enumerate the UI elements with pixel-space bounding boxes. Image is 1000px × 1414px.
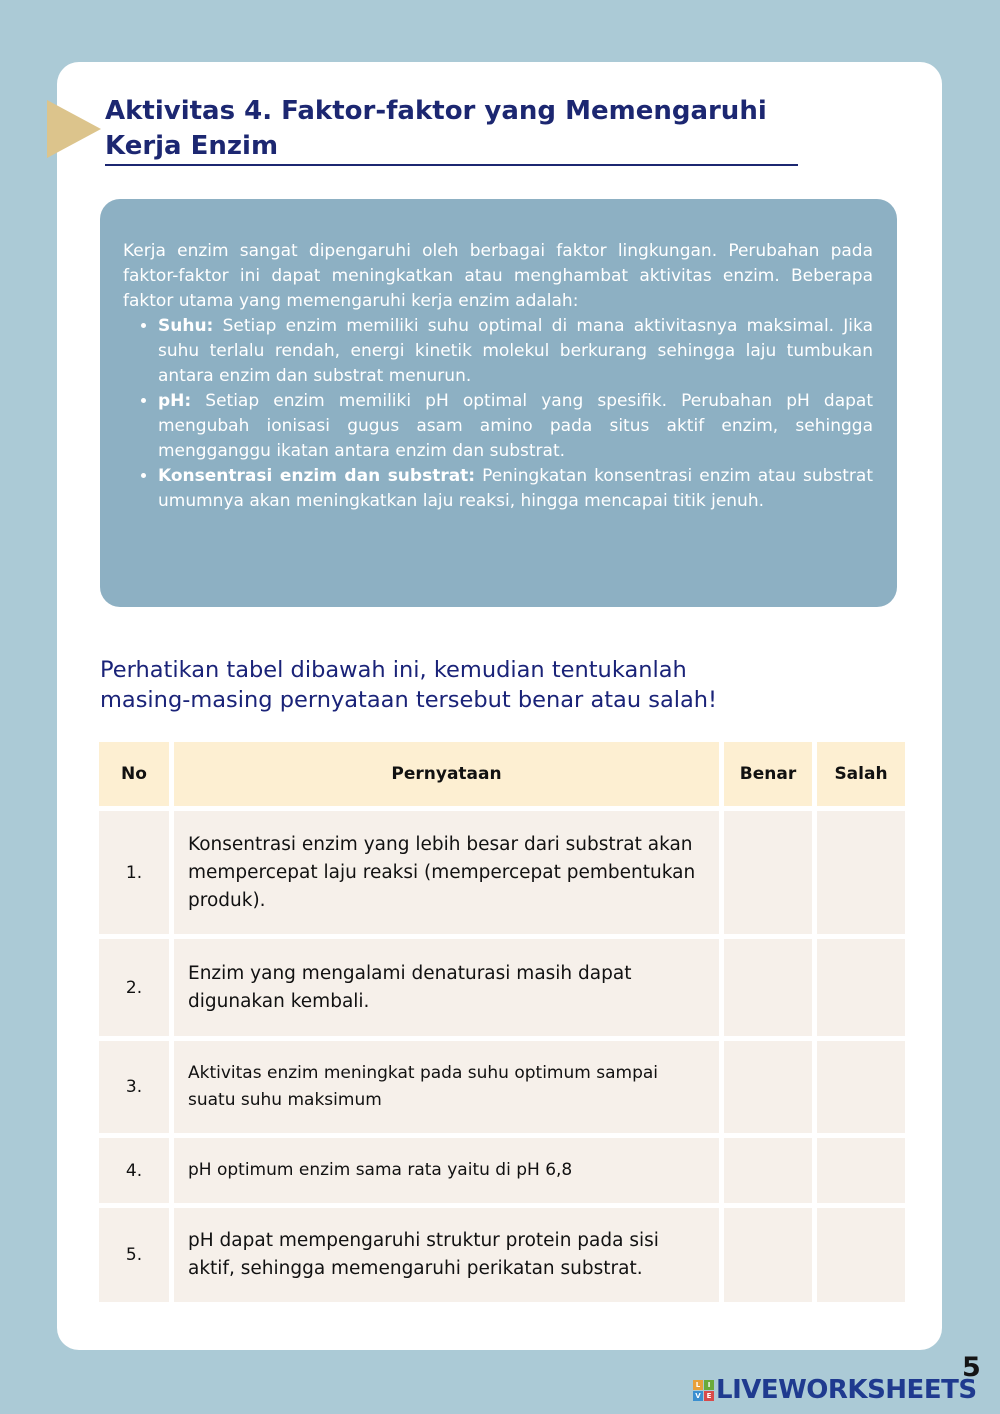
row-statement: pH optimum enzim sama rata yaitu di pH 6,8 xyxy=(174,1138,719,1203)
title-line-1: Aktivitas 4. Faktor-faktor yang Memengaruhi xyxy=(105,96,767,126)
table-row xyxy=(99,1041,905,1133)
factor-text: Setiap enzim memiliki suhu optimal di mana aktivitasnya maksimal. Jika suhu terlalu rendah, energi kinetik molekul berkurang sehingga laju tumbukan antara enzim dan substrat menurun. xyxy=(158,316,873,386)
factor-text: Setiap enzim memiliki pH optimal yang spesifik. Perubahan pH dapat mengubah ionisasi gugus asam amino pada situs aktif enzim, sehingga mengganggu ikatan antara enzim dan substrat. xyxy=(158,391,873,461)
row-number: 1. xyxy=(99,811,169,934)
table-row xyxy=(99,939,905,1036)
table-row xyxy=(99,1208,905,1302)
header-false: Salah xyxy=(817,742,905,806)
row-statement: Aktivitas enzim meningkat pada suhu optimum sampai suatu suhu maksimum xyxy=(174,1041,719,1133)
factor-item-concentration xyxy=(158,464,873,514)
row-number: 3. xyxy=(99,1041,169,1133)
answer-false-cell[interactable] xyxy=(817,939,905,1036)
row-number: 2. xyxy=(99,939,169,1036)
answer-false-cell[interactable] xyxy=(817,811,905,934)
factor-item-temperature xyxy=(158,314,873,389)
answer-true-cell[interactable] xyxy=(724,939,812,1036)
row-statement: pH dapat mempengaruhi struktur protein pada sisi aktif, sehingga memengaruhi perikatan substrat. xyxy=(174,1208,719,1302)
logo-letter: I xyxy=(704,1380,714,1390)
table-row xyxy=(99,1138,905,1203)
instruction-line-1: Perhatikan tabel dibawah ini, kemudian tentukanlah xyxy=(100,657,687,683)
title-line-2: Kerja Enzim xyxy=(105,131,279,161)
info-intro: Kerja enzim sangat dipengaruhi oleh berbagai faktor lingkungan. Perubahan pada faktor-faktor ini dapat meningkatkan atau menghambat aktivitas enzim. Beberapa faktor utama yang memengaruhi kerja enzim adalah: xyxy=(123,241,873,311)
answer-true-cell[interactable] xyxy=(724,1138,812,1203)
activity-title xyxy=(105,94,798,166)
answer-false-cell[interactable] xyxy=(817,1208,905,1302)
answer-true-cell[interactable] xyxy=(724,811,812,934)
table-header-row xyxy=(99,742,905,806)
row-number: 5. xyxy=(99,1208,169,1302)
answer-false-cell[interactable] xyxy=(817,1138,905,1203)
instruction-line-2: masing-masing pernyataan tersebut benar atau salah! xyxy=(100,687,718,713)
factor-term: pH: xyxy=(158,391,192,411)
answer-true-cell[interactable] xyxy=(724,1208,812,1302)
factor-text: Peningkatan konsentrasi enzim atau substrat umumnya akan meningkatkan laju reaksi, hingga mencapai titik jenuh. xyxy=(158,466,873,511)
answer-true-cell[interactable] xyxy=(724,1041,812,1133)
statement-table xyxy=(94,737,910,1307)
factor-term: Suhu: xyxy=(158,316,214,336)
logo-text: LIVEWORKSHEETS xyxy=(716,1375,977,1405)
page-number: 5 xyxy=(962,1352,981,1383)
liveworksheets-logo[interactable] xyxy=(693,1375,977,1405)
factor-item-ph xyxy=(158,389,873,464)
factor-term: Konsentrasi enzim dan substrat: xyxy=(158,466,476,486)
answer-false-cell[interactable] xyxy=(817,1041,905,1133)
logo-letter: L xyxy=(693,1380,703,1390)
logo-grid-icon xyxy=(693,1380,714,1401)
row-statement: Enzim yang mengalami denaturasi masih dapat digunakan kembali. xyxy=(174,939,719,1036)
logo-letter: V xyxy=(693,1391,703,1401)
logo-letter: E xyxy=(704,1391,714,1401)
row-statement: Konsentrasi enzim yang lebih besar dari substrat akan mempercepat laju reaksi (mempercepat pembentukan produk). xyxy=(174,811,719,934)
header-statement: Pernyataan xyxy=(174,742,719,806)
instruction-text xyxy=(100,655,860,715)
table-row xyxy=(99,811,905,934)
header-true: Benar xyxy=(724,742,812,806)
info-box xyxy=(100,199,897,607)
row-number: 4. xyxy=(99,1138,169,1203)
factor-list xyxy=(123,314,873,514)
triangle-marker-icon xyxy=(47,100,101,158)
header-no: No xyxy=(99,742,169,806)
